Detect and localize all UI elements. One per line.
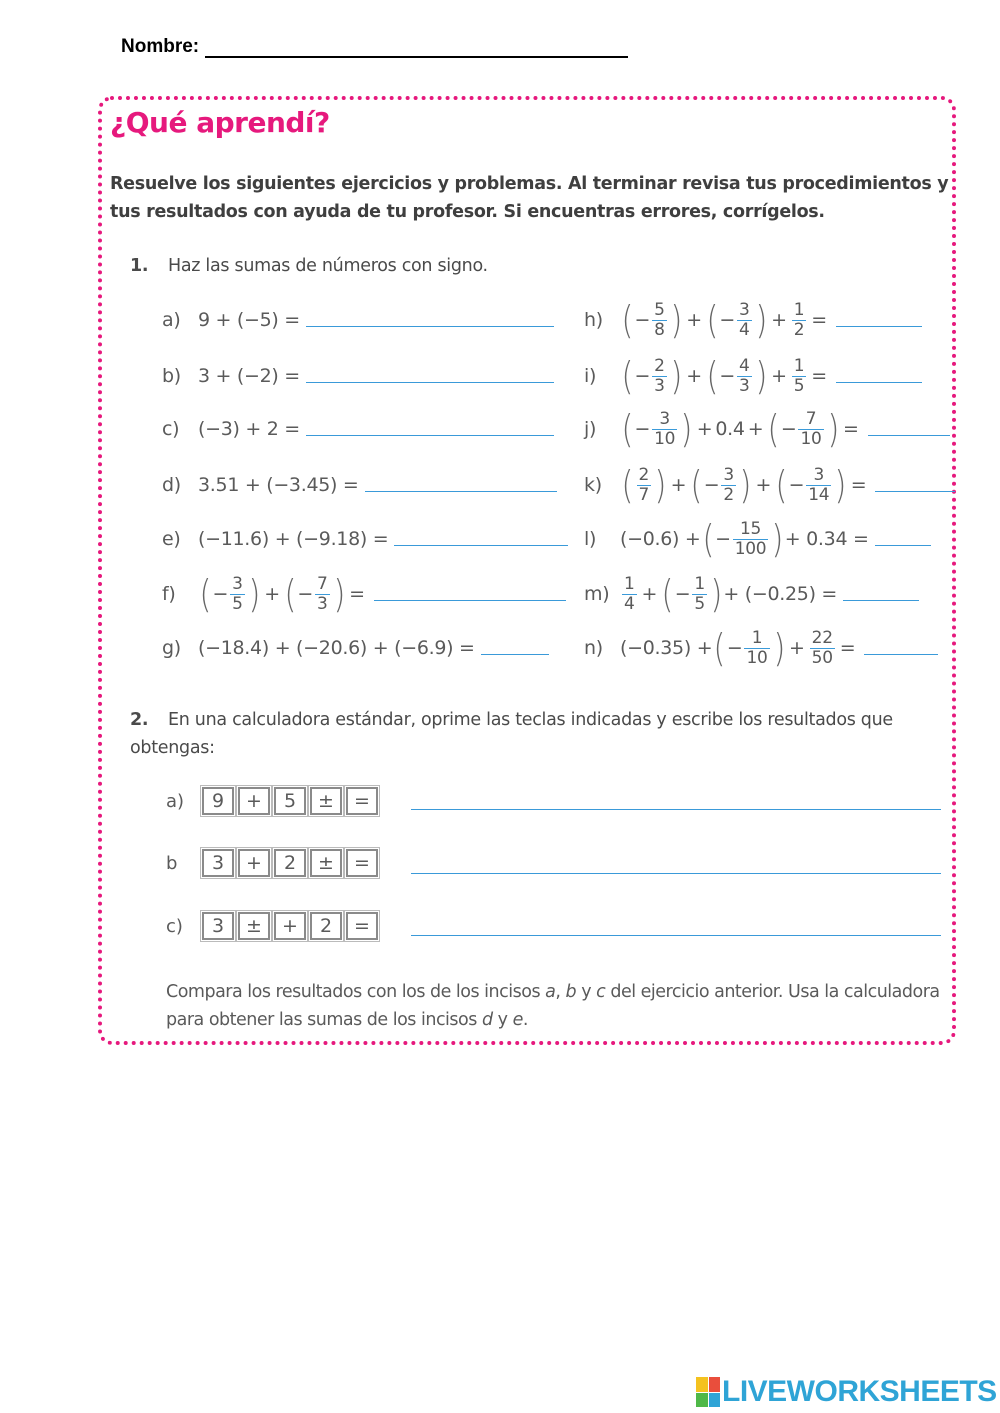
- fraction: $\frac{2}{7}$: [638, 464, 650, 505]
- exercise-label: i): [584, 365, 597, 387]
- instructions: Resuelve los siguientes ejercicios y problemas. Al terminar revisa tus procedimientos y tus resultados con ayuda de tu profesor. Si encuentras errores, corrígelos.: [110, 174, 949, 222]
- exercise-i: i) ( − $\frac{2}{3}$ ) + ( − $\frac{4}{3}$ ) + $\frac{1}{5}$ =: [584, 348, 922, 404]
- answer-line[interactable]: [868, 435, 950, 436]
- exercise-label: k): [584, 474, 602, 496]
- fraction: $\frac{3}{14}$: [808, 464, 830, 505]
- exercise-label: g): [162, 637, 181, 659]
- exercise-label: h): [584, 309, 603, 331]
- exercise-expression: 9 + (−5) =: [198, 309, 300, 331]
- exercise-label: c): [162, 418, 180, 440]
- calc-key: 3: [202, 912, 234, 940]
- exercise-b: [162, 348, 554, 404]
- fraction: $\frac{7}{3}$: [317, 573, 328, 614]
- calc-key: 2: [310, 912, 342, 940]
- exercise-label: f): [162, 583, 176, 605]
- calc-key: +: [274, 912, 306, 940]
- exercise-label: d): [162, 474, 181, 496]
- fraction: $\frac{3}{4}$: [739, 299, 750, 340]
- exercise-e: [162, 511, 568, 567]
- exercise-label: b): [162, 365, 181, 387]
- calc-key: 3: [202, 849, 234, 877]
- calc-key: =: [346, 849, 378, 877]
- exercise-f: f) ( − $\frac{3}{5}$ ) + ( − $\frac{7}{3}$ ) =: [162, 566, 566, 622]
- exercise-d: [162, 457, 557, 513]
- calc-key: ±: [238, 912, 270, 940]
- calc-key: 9: [202, 787, 234, 815]
- fraction: $\frac{1}{5}$: [793, 355, 805, 396]
- exercise-n: n) (−0.35) + ( − $\frac{1}{10}$ ) + $\frac{22}{50}$ =: [584, 620, 938, 676]
- answer-line[interactable]: [365, 491, 557, 492]
- answer-line[interactable]: [306, 382, 554, 383]
- fraction: $\frac{5}{8}$: [654, 299, 665, 340]
- exercise-a: [162, 292, 554, 348]
- fraction: $\frac{15}{100}$: [734, 518, 767, 559]
- exercise-label: m): [584, 583, 610, 605]
- calc-key: ±: [310, 787, 342, 815]
- question-1-text: Haz las sumas de números con signo.: [168, 256, 488, 276]
- key-row-label: c): [166, 915, 183, 937]
- fraction: $\frac{3}{10}$: [654, 408, 676, 449]
- fraction: $\frac{1}{2}$: [793, 299, 805, 340]
- calc-key: 5: [274, 787, 306, 815]
- calc-key: =: [346, 787, 378, 815]
- answer-line[interactable]: [875, 491, 955, 492]
- fraction: $\frac{3}{2}$: [723, 464, 734, 505]
- exercise-h: h) ( − $\frac{5}{8}$ ) + ( − $\frac{3}{4}$ ) + $\frac{1}{2}$ =: [584, 292, 922, 348]
- answer-line[interactable]: [875, 545, 931, 546]
- exercise-label: a): [162, 309, 181, 331]
- logo-text: LIVEWORKSHEETS: [722, 1375, 997, 1408]
- answer-line[interactable]: [481, 654, 549, 655]
- question-2-number: 2.: [130, 710, 149, 730]
- calc-key: +: [238, 849, 270, 877]
- question-1-number: 1.: [130, 256, 149, 276]
- exercise-label: e): [162, 528, 181, 550]
- exercise-expression: (−3) + 2 =: [198, 418, 300, 440]
- exercise-g: [162, 620, 549, 676]
- answer-line[interactable]: [411, 809, 941, 810]
- name-input-line[interactable]: [205, 38, 628, 58]
- name-field: [121, 36, 628, 58]
- answer-line[interactable]: [306, 326, 554, 327]
- question-1-title: [130, 256, 488, 276]
- calc-key: 2: [274, 849, 306, 877]
- exercise-expression: (−11.6) + (−9.18) =: [198, 528, 389, 550]
- calc-key: +: [238, 787, 270, 815]
- fraction: $\frac{3}{5}$: [232, 573, 243, 614]
- answer-line[interactable]: [394, 545, 568, 546]
- compare-note: Compara los resultados con los de los incisos a, b y c del ejercicio anterior. Usa la calculadora para obtener las sumas de los incisos d y e.: [166, 982, 940, 1030]
- exercise-c: [162, 401, 554, 457]
- answer-line[interactable]: [836, 382, 922, 383]
- exercise-expression: + 0.34 =: [784, 528, 869, 550]
- exercise-j: j) ( − $\frac{3}{10}$ ) + 0.4 + ( − $\frac{7}{10}$ ) =: [584, 401, 950, 457]
- exercise-k: k) ( $\frac{2}{7}$ ) + ( − $\frac{3}{2}$ ) + ( − $\frac{3}{14}$ ) =: [584, 457, 955, 513]
- question-2-text: En una calculadora estándar, oprime las teclas indicadas y escribe los resultados que obtengas:: [130, 710, 893, 758]
- name-label: Nombre:: [121, 36, 200, 57]
- fraction: $\frac{2}{3}$: [654, 355, 665, 396]
- fraction: $\frac{1}{10}$: [746, 627, 768, 668]
- exercise-expression: 3 + (−2) =: [198, 365, 300, 387]
- fraction: $\frac{1}{5}$: [694, 573, 705, 614]
- exercise-label: n): [584, 637, 603, 659]
- calc-key: =: [346, 912, 378, 940]
- exercise-expression: (−0.6) +: [620, 528, 701, 550]
- answer-line[interactable]: [411, 935, 941, 936]
- answer-line[interactable]: [843, 600, 919, 601]
- exercise-expression: 3.51 + (−3.45) =: [198, 474, 359, 496]
- liveworksheets-logo: [696, 1375, 997, 1409]
- fraction: $\frac{7}{10}$: [800, 408, 822, 449]
- exercise-expression: (−0.35) +: [620, 637, 713, 659]
- exercise-expression: (−18.4) + (−20.6) + (−6.9) =: [198, 637, 475, 659]
- calc-key: ±: [310, 849, 342, 877]
- key-sequence-a: [166, 787, 382, 815]
- exercise-label: l): [584, 528, 597, 550]
- logo-icon: [696, 1377, 720, 1407]
- page-title: ¿Qué aprendí?: [110, 106, 330, 139]
- key-row-label: a): [166, 790, 185, 812]
- fraction: $\frac{1}{4}$: [624, 573, 635, 614]
- key-sequence-b: [166, 849, 382, 877]
- answer-line[interactable]: [836, 326, 922, 327]
- question-2-title: [130, 706, 946, 762]
- decimal-term: 0.4: [715, 418, 745, 440]
- key-sequence-c: [166, 912, 382, 940]
- exercise-expression: + (−0.25) =: [723, 583, 838, 605]
- key-row-label: b: [166, 852, 178, 874]
- exercise-label: j): [584, 418, 597, 440]
- exercise-l: l) (−0.6) + ( − $\frac{15}{100}$ ) + 0.34 =: [584, 511, 931, 567]
- answer-line[interactable]: [306, 435, 554, 436]
- fraction: $\frac{22}{50}$: [811, 627, 833, 668]
- fraction: $\frac{4}{3}$: [739, 355, 750, 396]
- answer-line[interactable]: [864, 654, 938, 655]
- answer-line[interactable]: [411, 873, 941, 874]
- answer-line[interactable]: [374, 600, 566, 601]
- exercise-m: m) $\frac{1}{4}$ + ( − $\frac{1}{5}$ ) + (−0.25) =: [584, 566, 919, 622]
